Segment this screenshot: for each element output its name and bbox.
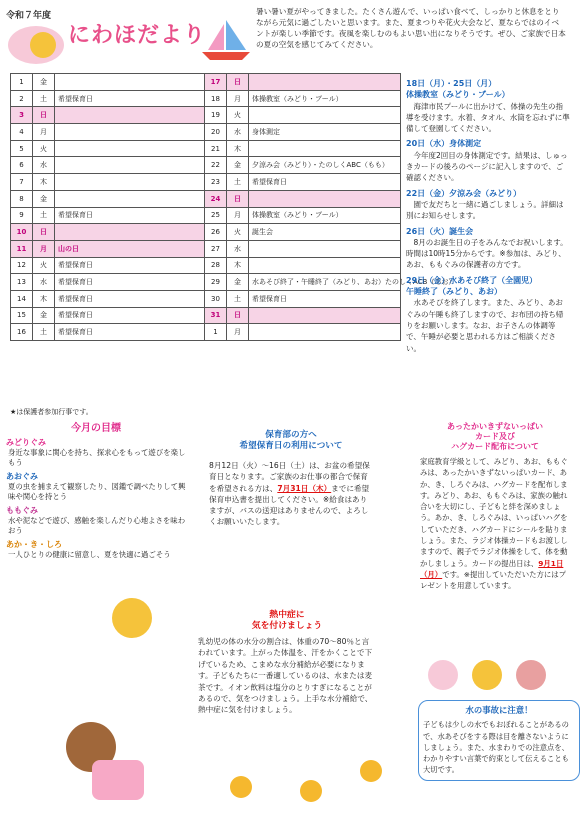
- heatstroke-title: [198, 610, 376, 632]
- monthly-goals-title: 今月の目標: [71, 423, 121, 434]
- calendar-date: 13: [11, 274, 33, 291]
- event-detail-item: [406, 78, 570, 134]
- heatstroke-title-line2: 気を付けましょう: [251, 621, 323, 631]
- calendar-event: 誕生会: [249, 224, 401, 241]
- calendar-date: 18: [205, 90, 227, 107]
- event-detail-title: 20日（水）身体測定: [406, 139, 482, 149]
- calendar-date: 5: [11, 140, 33, 157]
- calendar-row: [11, 157, 401, 174]
- calendar-date: 31: [205, 307, 227, 324]
- cake-illustration: [92, 760, 144, 800]
- calendar-row: [11, 324, 401, 341]
- calendar-event: [249, 257, 401, 274]
- calendar-event: 水あそび終了・午睡終了（みどり、あお）たのしくACB（あお）: [249, 274, 401, 291]
- event-detail-title: 29日（金）水あそび終了（全園児） 午睡終了（みどり、あお）: [406, 275, 538, 297]
- childcare-title-line1: 保育部の方へ: [265, 430, 317, 440]
- header-sun-decoration: [30, 32, 56, 58]
- card-body-text: です。※提出していただいた方にはプレゼントを用意しています。: [420, 569, 567, 591]
- calendar-row: [11, 290, 401, 307]
- calendar-date: 11: [11, 240, 33, 257]
- calendar-weekday: 日: [227, 190, 249, 207]
- calendar-event: [55, 124, 205, 141]
- calendar-date: 16: [11, 324, 33, 341]
- calendar-event: [249, 324, 401, 341]
- calendar-date: 26: [205, 224, 227, 241]
- calendar-event: [55, 224, 205, 241]
- calendar-weekday: 土: [33, 90, 55, 107]
- childcare-body-text: 8月12日（火）～16日（土）は、お盆の希望保育日となります。ご家族のお仕事の都合で保育を希望される方は、: [209, 461, 370, 493]
- calendar-date: 28: [205, 257, 227, 274]
- calendar-event: 希望保育日: [55, 324, 205, 341]
- calendar-date: 15: [11, 307, 33, 324]
- calendar-weekday: 火: [227, 224, 249, 241]
- calendar-weekday: 水: [227, 240, 249, 257]
- calendar-date: 1: [205, 324, 227, 341]
- calendar-date: 30: [205, 290, 227, 307]
- calendar-weekday: 土: [227, 174, 249, 191]
- calendar-weekday: 火: [33, 140, 55, 157]
- card-body: [420, 456, 570, 592]
- childcare-section: [197, 430, 385, 528]
- childcare-body: [197, 460, 385, 528]
- childcare-title-line2: 希望保育日の利用について: [239, 441, 343, 451]
- goal-text: 夏の虫を捕まえて観察したり、図鑑で調べたりして興味や関心を持とう: [8, 482, 186, 501]
- event-detail-body: 海津市民プールに出かけて、体操の先生の指導を受けます。水着、タオル、水筒を忘れずに準備して登園してください。: [406, 101, 570, 134]
- card-title-line2: カード及び: [475, 432, 515, 441]
- calendar-row: [11, 174, 401, 191]
- calendar-row: [11, 90, 401, 107]
- sunflower-decoration: [300, 780, 322, 802]
- event-detail-title: 26日（火）誕生会: [406, 226, 474, 236]
- calendar-event: 希望保育日: [55, 90, 205, 107]
- childcare-deadline: 7月31日（木）: [277, 483, 332, 493]
- water-safety-section: [418, 700, 580, 781]
- calendar-date: 6: [11, 157, 33, 174]
- calendar-weekday: 火: [33, 257, 55, 274]
- calendar-weekday: 水: [227, 124, 249, 141]
- calendar-row: [11, 207, 401, 224]
- calendar-date: 17: [205, 74, 227, 91]
- event-detail-title: 22日（金）夕涼み会（みどり）: [406, 188, 522, 198]
- card-title-line3: ハグカード配布について: [451, 442, 539, 451]
- calendar-date: 10: [11, 224, 33, 241]
- heatstroke-title-line1: 熱中症に: [269, 610, 305, 620]
- calendar-date: 14: [11, 290, 33, 307]
- calendar-event: 希望保育日: [55, 274, 205, 291]
- calendar-event: 体操教室（みどり・ブール）: [249, 207, 401, 224]
- event-detail-title: 18日（月）・25日（月） 体操教室（みどり・ブール）: [406, 79, 510, 100]
- calendar-weekday: 日: [33, 107, 55, 124]
- calendar-date: 3: [11, 107, 33, 124]
- goal-item: [6, 540, 186, 560]
- calendar-row: [11, 257, 401, 274]
- heatstroke-body: 乳幼児の体の水分の割合は、体重の70～80％と言われています。上がった体温を、汗をかくことで下げているため、こまめな水分補給が必要になります。子どもたちに一番適しているのは、水または麦茶です。イオン飲料は塩分のとりすぎになることがあるので、気をつけましょう。上手な水分補給で、熱中症に気を付けましょう。: [198, 637, 373, 715]
- calendar-date: 4: [11, 124, 33, 141]
- calendar-weekday: 月: [227, 324, 249, 341]
- calendar-weekday: 土: [227, 290, 249, 307]
- goal-item: [6, 438, 186, 468]
- sunflower-decoration: [360, 760, 382, 782]
- calendar-date: 20: [205, 124, 227, 141]
- calendar-event: 希望保育日: [55, 290, 205, 307]
- calendar-row: [11, 107, 401, 124]
- calendar-weekday: 土: [33, 207, 55, 224]
- calendar-date: 25: [205, 207, 227, 224]
- newsletter-title: にわほだより: [68, 23, 207, 48]
- calendar-row: [11, 74, 401, 91]
- header-sailboat-illustration: [198, 16, 254, 64]
- calendar-date: 8: [11, 190, 33, 207]
- event-detail-body: 今年度2回目の身体測定です。結果は、しゅっきカードの後ろのページに記入しますので、ご確認ください。: [406, 150, 568, 183]
- calendar-row: [11, 240, 401, 257]
- calendar-weekday: 日: [33, 224, 55, 241]
- water-safety-title: 水の事故に注意！: [465, 705, 533, 715]
- calendar-date: 19: [205, 107, 227, 124]
- animals-illustration: [516, 660, 546, 690]
- calendar-event: [249, 307, 401, 324]
- calendar-weekday: 木: [227, 140, 249, 157]
- calendar-row: [11, 190, 401, 207]
- calendar-date: 27: [205, 240, 227, 257]
- calendar-weekday: 日: [227, 307, 249, 324]
- calendar-event: 希望保育日: [55, 207, 205, 224]
- calendar-event: [249, 74, 401, 91]
- calendar-event: [55, 174, 205, 191]
- calendar-weekday: 月: [33, 240, 55, 257]
- calendar-row: [11, 274, 401, 291]
- goal-text: 身近な事象に関心を持ち、探求心をもって遊びを楽しもう: [8, 448, 186, 467]
- calendar-weekday: 月: [227, 207, 249, 224]
- calendar-event: 体操教室（みどり・ブール）: [249, 90, 401, 107]
- sunflower-decoration: [230, 776, 252, 798]
- card-distribution-section: [420, 422, 570, 592]
- calendar-weekday: 木: [33, 174, 55, 191]
- calendar-date: 29: [205, 274, 227, 291]
- calendar-row: [11, 307, 401, 324]
- calendar-note: ★は保護者参加行事です。: [10, 408, 93, 416]
- calendar-date: 12: [11, 257, 33, 274]
- calendar-weekday: 木: [33, 290, 55, 307]
- event-detail-item: [406, 275, 570, 354]
- calendar-event: 希望保育日: [55, 257, 205, 274]
- calendar-date: 2: [11, 90, 33, 107]
- childcare-body-text: までに希望保育申込書を提出してください。※給食はありますが、バスの送迎はありませんので、よろしくお願いいたします。: [209, 483, 370, 527]
- calendar-date: 22: [205, 157, 227, 174]
- event-details-column: [406, 78, 570, 358]
- calendar-date: 24: [205, 190, 227, 207]
- goal-class-name: あか・き・しろ: [6, 540, 62, 549]
- calendar-event: [55, 74, 205, 91]
- card-title-line1: あったかいきずないっぱい: [447, 422, 543, 431]
- card-deadline: 9月1日（月）: [420, 558, 564, 579]
- heatstroke-section: [198, 610, 376, 716]
- event-detail-body: 水あそびを終了します。また、みどり、あおぐみの午睡も終了しますので、お布団の持ち帰りをお願いします。なお、お子さんの体調等で、午睡が必要と思われる方はご相談ください。: [406, 298, 564, 353]
- goal-text: 一人ひとりの健康に留意し、夏を快適に過ごそう: [8, 550, 171, 559]
- calendar-weekday: 日: [227, 74, 249, 91]
- child-with-net-illustration: [112, 598, 152, 638]
- calendar-row: [11, 124, 401, 141]
- goal-item: [6, 506, 186, 536]
- calendar-event: 身体測定: [249, 124, 401, 141]
- event-detail-item: [406, 138, 570, 183]
- card-title: [420, 422, 570, 452]
- goal-class-name: あおぐみ: [6, 472, 38, 481]
- calendar-event: [249, 190, 401, 207]
- calendar-date: 9: [11, 207, 33, 224]
- calendar-event: [55, 190, 205, 207]
- calendar-date: 7: [11, 174, 33, 191]
- calendar-weekday: 月: [227, 90, 249, 107]
- calendar-weekday: 月: [33, 124, 55, 141]
- header-year: 令和７年度: [6, 11, 52, 21]
- calendar-event: 希望保育日: [55, 307, 205, 324]
- calendar-date: 1: [11, 74, 33, 91]
- animals-illustration: [472, 660, 502, 690]
- calendar-weekday: 土: [33, 324, 55, 341]
- calendar-weekday: 木: [227, 257, 249, 274]
- calendar-row: [11, 140, 401, 157]
- calendar-event: [55, 140, 205, 157]
- event-detail-body: 8月のお誕生日の子をみんなでお祝いします。時間は10時15分からです。※参加は、みどり、あお、ももぐみの保護者の方です。: [406, 237, 568, 270]
- calendar-weekday: 水: [33, 274, 55, 291]
- calendar-event: 希望保育日: [249, 290, 401, 307]
- event-detail-item: [406, 188, 570, 222]
- goal-text: 水や泥などで遊び、感触を楽しんだり心地よさを味わおう: [8, 516, 186, 535]
- calendar-weekday: 火: [227, 107, 249, 124]
- goal-class-name: ももぐみ: [6, 506, 38, 515]
- card-body-text: 家庭教育学級として、みどり、あお、ももぐみは、あったかいきずないっぱいカード、あか、き、しろぐみは、ハグカードを配布します。みどり、あお、ももぐみは、家族の触れ合いを大切にし、子どもと絆を深めましょう。あか、き、しろぐみは、いっぱいハグをしていただき、ハグカードにシールを貼りましょう。また、ラジオ体操カードもお渡ししますので、親子でラジオ体操をして、体を動かしましょう。カードの提出日は、: [420, 457, 568, 568]
- calendar-event: [55, 107, 205, 124]
- calendar-weekday: 金: [33, 307, 55, 324]
- water-safety-body: 子どもは少しの水でもおぼれることがあるので、水あそびをする際は目を離さないようにしましょう。また、水まわりでの注意点を、わかりやすい言葉で約束として伝えることも大切です。: [423, 720, 569, 775]
- animals-illustration: [428, 660, 458, 690]
- calendar-event: 希望保育日: [249, 174, 401, 191]
- calendar-event: [249, 240, 401, 257]
- monthly-goals-section: [6, 424, 186, 564]
- header-intro-text: 暑い暑い夏がやってきました。たくさん遊んで、いっぱい食べて、しっかりと休息をとりながら元気に過ごしたいと思います。また、夏まつりや花火大会など、夏ならではのイベントが楽しい季節です。夜風を楽しむのもよい思い出になりそうです。ぜひ、ご家族で日本の夏の空気を感じてみてください。: [256, 7, 566, 49]
- calendar-event: 山の日: [55, 240, 205, 257]
- childcare-title: [197, 430, 385, 452]
- calendar-row: [11, 224, 401, 241]
- goal-item: [6, 472, 186, 502]
- calendar-date: 21: [205, 140, 227, 157]
- calendar-weekday: 金: [227, 157, 249, 174]
- calendar-event: [249, 107, 401, 124]
- calendar-weekday: 水: [33, 157, 55, 174]
- calendar-event: [249, 140, 401, 157]
- calendar-event: 夕涼み会（みどり）・たのしくABC（もも）: [249, 157, 401, 174]
- calendar-weekday: 金: [33, 190, 55, 207]
- calendar-event: [55, 157, 205, 174]
- calendar-weekday: 金: [33, 74, 55, 91]
- calendar-date: 23: [205, 174, 227, 191]
- event-detail-body: 園で友だちと一緒に過ごしましょう。詳細は別にお知らせします。: [406, 199, 564, 221]
- goal-class-name: みどりぐみ: [6, 438, 46, 447]
- event-detail-item: [406, 226, 570, 271]
- calendar-weekday: 金: [227, 274, 249, 291]
